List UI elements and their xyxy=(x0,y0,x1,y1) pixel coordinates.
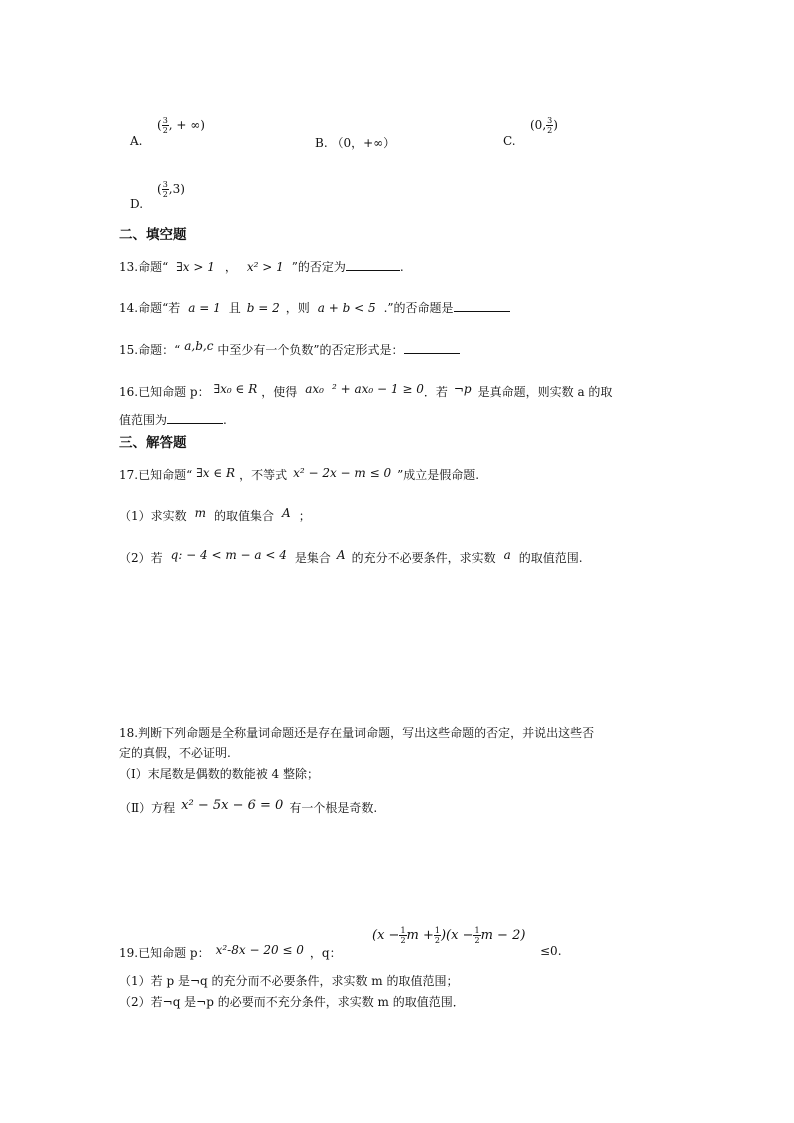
answer-blank[interactable] xyxy=(404,342,460,354)
section-answer-title: 三、解答题 xyxy=(119,435,187,451)
option-b: B. （0，+∞） xyxy=(315,136,396,150)
answer-blank[interactable] xyxy=(167,412,223,424)
question-15: 15.命题：“ a,b,c 中至少有一个负数”的否定形式是： xyxy=(119,341,460,358)
question-13: 13.命题“ ∃x > 1 ， x² > 1 ”的否定为 . xyxy=(119,260,404,274)
option-c-math: (0, $\frac{3}{2}$ ) xyxy=(530,116,558,135)
option-a-label: A. xyxy=(130,134,143,148)
option-a xyxy=(130,134,142,148)
option-a-math: ( $\frac{3}{2}$ , + ∞) xyxy=(157,116,205,135)
question-19: 19.已知命题 p： x²-8x − 20 ≤ 0 ，q： xyxy=(119,943,342,960)
question-17-part2: （2）若 q: − 4 < m − a < 4 是集合 A 的充分不必要条件，求实数 a 的取值范围. xyxy=(119,548,583,565)
answer-blank[interactable] xyxy=(454,300,510,312)
section-fill-in-title: 二、填空题 xyxy=(119,227,187,243)
option-d-math: ( $\frac{3}{2}$ ,3) xyxy=(157,180,185,199)
option-d-label: D. xyxy=(130,197,144,211)
question-19-suffix: ≤0. xyxy=(540,944,562,958)
option-c-label: C. xyxy=(503,134,516,148)
question-14: 14.命题“若 a = 1 且 b = 2 ，则 a + b < 5 .”的否命题是 xyxy=(119,299,510,316)
question-17-part1: （1）求实数 m 的取值集合 A ； xyxy=(119,506,311,523)
question-18-part2: （Ⅱ）方程 x² − 5x − 6 = 0 有一个根是奇数. xyxy=(119,798,378,815)
question-17: 17.已知命题“ ∃x ∈ R ，不等式 x² − 2x − m ≤ 0 ”成立是假命题. xyxy=(119,466,480,482)
question-19-part2: （2）若¬q 是¬p 的必要而不充分条件，求实数 m 的取值范围． xyxy=(119,995,465,1009)
question-18-line2: 定的真假，不必证明. xyxy=(119,746,231,760)
question-18-part1: （Ⅰ）末尾数是偶数的数能被 4 整除； xyxy=(119,767,320,781)
question-16-line1: 16.已知命题 p： ∃x₀ ∈ R ，使得 ax₀ ² + ax₀ − 1 ≥ 0．若 ¬p 是真命题，则实数 a 的取 xyxy=(119,382,613,399)
question-16-line2: 值范围为 . xyxy=(119,413,227,427)
question-19-part1: （1）若 p 是¬q 的充分而不必要条件，求实数 m 的取值范围； xyxy=(119,974,459,988)
question-18-line1: 18.判断下列命题是全称量词命题还是存在量词命题，写出这些命题的否定，并说出这些否 xyxy=(119,726,595,740)
question-19-q-expression: (x − $\frac{1}{2}$ m + $\frac{1}{2}$ )(x − $\frac{1}{2}$ m − 2) xyxy=(372,926,526,945)
answer-blank[interactable] xyxy=(346,259,400,271)
